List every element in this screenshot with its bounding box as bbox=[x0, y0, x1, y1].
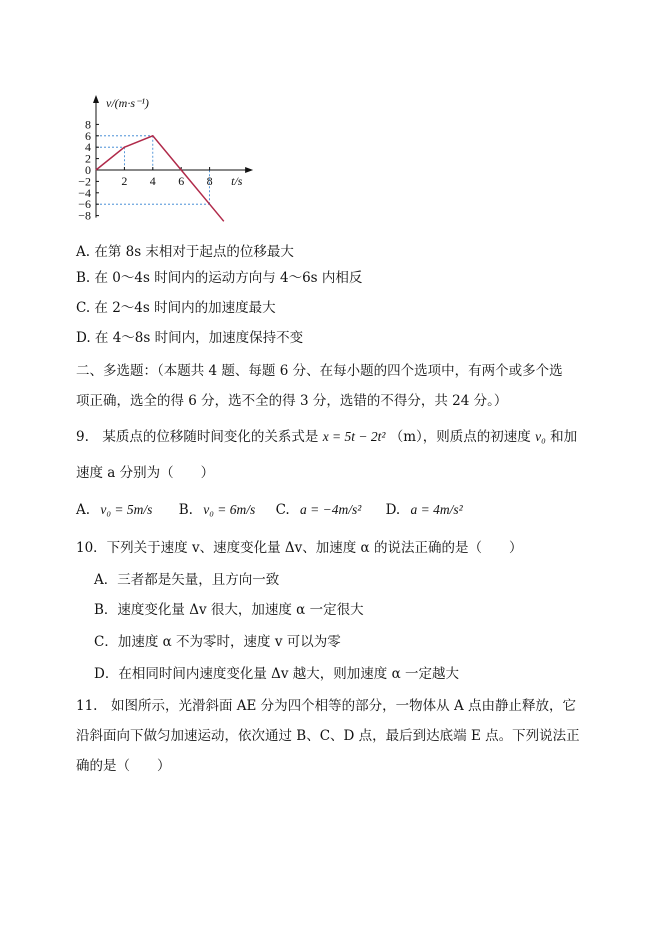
y-tick-label-8: −8 bbox=[78, 208, 91, 223]
q9-stem-end: 和加 bbox=[550, 429, 578, 445]
q10-option-a[interactable]: A．三者都是矢量，且方向一致 bbox=[94, 572, 280, 588]
y-tick-label-3: 2 bbox=[85, 151, 91, 166]
x-tick-label-0: 2 bbox=[121, 174, 128, 188]
x-axis-label: t/s bbox=[231, 174, 243, 188]
q9-option-b[interactable]: v₀ = 6m/s bbox=[203, 502, 256, 517]
x-tick-label-2: 6 bbox=[178, 174, 185, 188]
section2-heading-line2: 项正确，选全的得 6 分，选不全的得 3 分，选错的不得分，共 24 分。） bbox=[76, 393, 508, 409]
y-tick-label-5: −2 bbox=[78, 174, 91, 189]
x-tick-label-1: 4 bbox=[149, 174, 156, 188]
q10-option-b[interactable]: B．速度变化量 Δv 很大，加速度 α 一定很大 bbox=[94, 602, 364, 618]
q9-unit-text: （m），则质点的初速度 bbox=[389, 429, 531, 445]
x-axis-arrow bbox=[245, 167, 253, 173]
q8-option-b[interactable]: B. 在 0～4s 时间内的运动方向与 4～6s 内相反 bbox=[76, 270, 363, 286]
velocity-time-graph bbox=[70, 88, 260, 238]
q9-stem-text: 9. 某质点的位移随时间变化的关系式是 bbox=[76, 429, 319, 445]
q9-option-a[interactable]: v₀ = 5m/s bbox=[100, 502, 153, 517]
q9-formula: x = 5t − 2t² bbox=[322, 429, 386, 444]
q10-option-d[interactable]: D．在相同时间内速度变化量 Δv 越大，则加速度 α 一定越大 bbox=[94, 666, 459, 682]
y-tick-label-7: −6 bbox=[78, 197, 91, 212]
velocity-line-0 bbox=[96, 136, 224, 222]
q9-option-c[interactable]: a = −4m/s² bbox=[300, 502, 362, 517]
y-tick-label-2: 4 bbox=[85, 140, 91, 155]
q11-stem-line1: 11. 如图所示，光滑斜面 AE 分为四个相等的部分，一物体从 A 点由静止释放，它 bbox=[76, 698, 576, 714]
y-tick-label-6: −4 bbox=[78, 185, 91, 200]
q9-options bbox=[76, 500, 463, 520]
q9-option-d[interactable]: a = 4m/s² bbox=[410, 502, 463, 517]
y-axis-label: v/(m·s⁻¹) bbox=[106, 96, 149, 110]
q9-option-c-label[interactable]: C. bbox=[275, 502, 290, 518]
q8-option-a[interactable]: A. 在第 8s 末相对于起点的位移最大 bbox=[76, 244, 294, 260]
q8-option-d[interactable]: D. 在 4～8s 时间内，加速度保持不变 bbox=[76, 330, 304, 346]
y-axis-arrow bbox=[93, 95, 99, 103]
q8-option-c[interactable]: C. 在 2～4s 时间内的加速度最大 bbox=[76, 300, 276, 316]
q9-option-d-label[interactable]: D. bbox=[385, 502, 401, 518]
q9-v0-symbol: v₀ bbox=[535, 429, 546, 444]
q11-stem-line2: 沿斜面向下做匀加速运动，依次通过 B、C、D 点，最后到达底端 E 点。下列说法正 bbox=[76, 728, 580, 744]
q10-stem: 10．下列关于速度 v、速度变化量 Δv、加速度 α 的说法正确的是（ ） bbox=[76, 540, 523, 556]
y-tick-label-1: 6 bbox=[85, 128, 91, 143]
q11-stem-line3: 确的是（ ） bbox=[76, 758, 171, 774]
q9-option-b-label[interactable]: B. bbox=[178, 502, 193, 518]
x-tick-label-3: 8 bbox=[206, 174, 213, 188]
q9-stem-line1 bbox=[76, 427, 577, 447]
q9-option-a-label[interactable]: A. bbox=[76, 502, 91, 518]
section2-heading-line1: 二、多选题：（本题共 4 题、每题 6 分、在每小题的四个选项中，有两个或多个选 bbox=[76, 363, 563, 379]
y-tick-label-4: 0 bbox=[85, 163, 91, 177]
y-tick-label-0: 8 bbox=[85, 117, 91, 132]
q10-option-c[interactable]: C．加速度 α 不为零时，速度 v 可以为零 bbox=[94, 634, 341, 650]
q9-stem-line2: 速度 a 分别为（ ） bbox=[76, 465, 215, 481]
